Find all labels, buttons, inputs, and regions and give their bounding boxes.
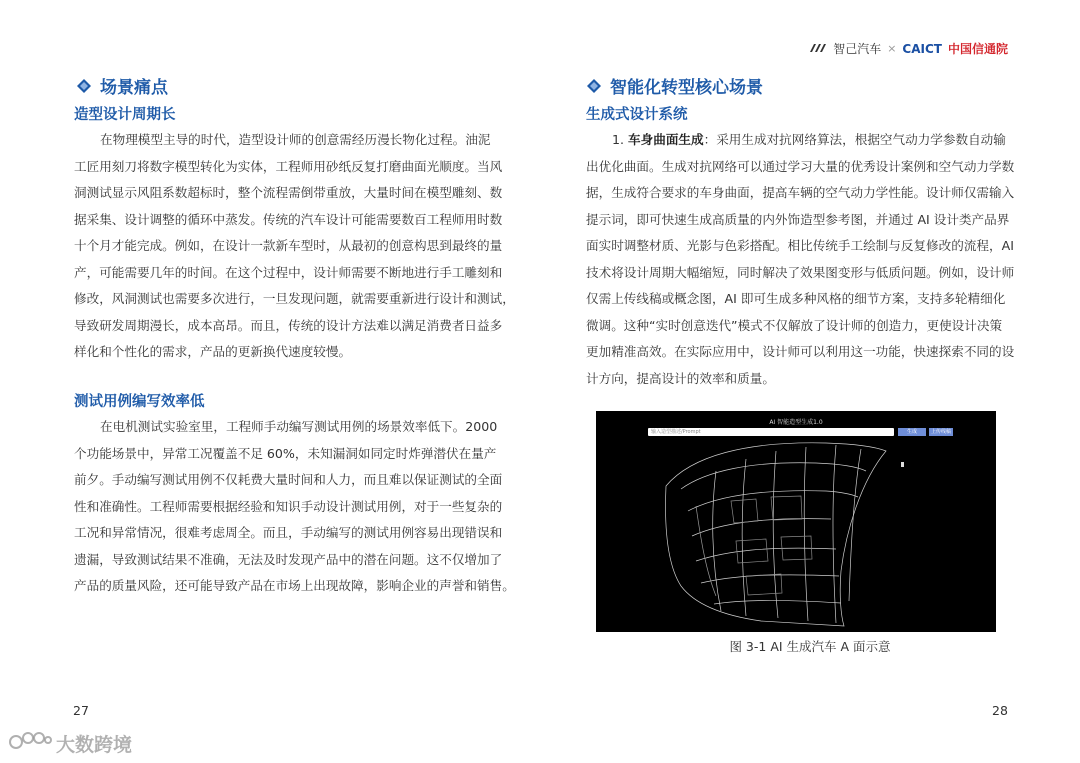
text-line: 修改，风洞测试也需要多次进行，一旦发现问题，就需要重新进行设计和测试， [74,291,515,306]
bold-lead-in: 车身曲面生成 [628,132,704,147]
subhead-test-cases: 测试用例编写效率低 [74,394,205,410]
subhead-generative-design: 生成式设计系统 [586,107,688,123]
figure-search-input: 输入造型描述/Prompt [648,428,894,436]
text-line: 洞测试显示风阻系数超标时，整个流程需倒带重放，大量时间在模型雕刻、数 [74,185,503,200]
text-line: 计方向，提高设计的效率和质量。 [586,370,775,386]
text-line: 仅需上传线稿或概念图，AI 即可生成多种风格的细节方案，支持多轮精细化 [586,291,1006,306]
section-title-text: 场景痛点 [100,78,168,98]
text-line: 前夕。手动编写测试用例不仅耗费大量时间和人力，而且难以保证测试的全面 [74,472,503,487]
text-line: 在电机测试实验室里，工程师手动编写测试用例的场景效率低下。2000 [100,419,498,434]
car-surface-wireframe [596,411,996,632]
right-page [540,0,1080,763]
text-line: 十个月才能完成。例如，在设计一款新车型时，从最初的创意构思到最终的量 [74,238,503,253]
text-line: 工况和异常情况，很难考虑周全。而且，手动编写的测试用例容易出现错误和 [74,525,503,540]
subhead-design-cycle: 造型设计周期长 [74,107,176,123]
paragraph-test-cases [74,414,515,600]
text-line: 性和准确性。工程师需要根据经验和知识手动设计测试用例，对于一些复杂的 [74,498,503,514]
section-title-pain-points [76,73,168,98]
paragraph-design-cycle [74,127,515,366]
watermark-text: 大数跨境 [56,734,133,756]
header-logos [809,40,1008,57]
figure-caption: 图 3-1 AI 生成汽车 A 面示意 [729,639,891,654]
figure-upload-button: 上传线稿 [930,429,951,435]
brand-caict-cn: 中国信通院 [947,42,1008,56]
diamond-bullet-icon [76,78,92,94]
page-number-right: 28 [992,703,1008,718]
text-line: 导致研发周期漫长，成本高昂。而且，传统的设计方法难以满足消费者日益多 [74,317,503,333]
text-line: 微调。这种“实时创意迭代”模式不仅解放了设计师的创造力，更使设计决策 [586,317,1003,333]
diamond-bullet-icon [586,78,602,94]
watermark [8,728,132,759]
section-title-text: 智能化转型核心场景 [610,78,763,98]
figure-generate-button: 生成 [898,428,926,436]
text-line: 面实时调整材质、光影与色彩搭配。相比传统手工绘制与反复修改的流程，AI [586,238,1014,253]
text-line: 产，可能需要几年的时间。在这个过程中，设计师需要不断地进行手工雕刻和 [74,264,503,280]
watermark-logo-icon [8,728,52,759]
figure-app-title: AI 智能造型生成1.0 [769,419,823,426]
text-line: 个功能场景中，异常工况覆盖不足 60%，未知漏洞如同定时炸弹潜伏在量产 [74,445,497,461]
text-line: 提示词，即可快速生成高质量的内外饰造型参考图，并通过 AI 设计类产品界 [586,211,1010,227]
text-line-first: 1. 车身曲面生成：采用生成对抗网络算法，根据空气动力学参数自动输 [612,132,1006,147]
text-line: 出优化曲面。生成对抗网络可以通过学习大量的优秀设计案例和空气动力学数 [586,158,1015,174]
text-line: 更加精准高效。在实际应用中，设计师可以利用这一功能，快速探索不同的设 [586,344,1015,359]
figure-ai-car-surface [596,411,996,632]
brand-caict-en: CAICT [902,41,942,56]
text-line: 技术将设计周期大幅缩短，同时解决了效果图变形与低质问题。例如，设计师 [586,264,1015,280]
text-line: 据采集、设计调整的循环中蒸发。传统的汽车设计可能需要数百工程师用时数 [74,211,503,227]
text-line: 在物理模型主导的时代，造型设计师的创意需经历漫长物化过程。油泥 [100,132,491,147]
text-line: 遗漏，导致测试结果不准确，无法及时发现产品中的潜在问题。这不仅增加了 [74,551,503,567]
text-line: 据，生成符合要求的车身曲面，提高车辆的空气动力学性能。设计师仅需输入 [586,185,1015,200]
paragraph-generative-design [586,127,1015,392]
text-line: 样化和个性化的需求，产品的更新换代速度较慢。 [74,344,352,359]
text-line: 产品的质量风险，还可能导致产品在市场上出现故障，影响企业的声誉和销售。 [74,578,515,593]
brand-separator: × [887,42,897,55]
brand-im-motors: 智己汽车 [833,42,882,56]
im-logo-icon [809,42,827,56]
section-title-core-scenarios [586,73,763,98]
text-line: 工匠用刻刀将数字模型转化为实体，工程师用砂纸反复打磨曲面光顺度。当风 [74,158,503,174]
page-number-left: 27 [73,703,89,718]
